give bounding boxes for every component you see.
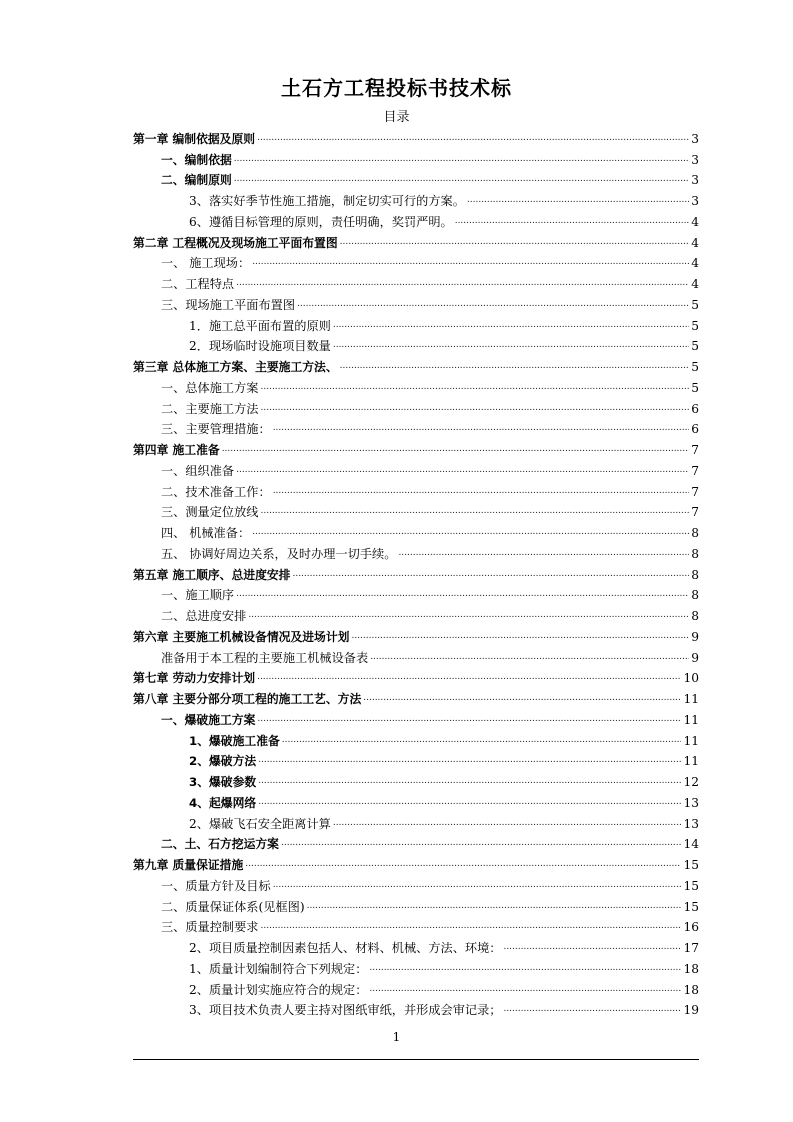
toc-entry-page: 15: [683, 858, 699, 872]
toc-entry-page: 11: [683, 712, 699, 727]
toc-entry-title: 一、组织准备: [161, 463, 235, 478]
toc-entry-title: 一、总体施工方案: [161, 380, 259, 395]
toc-entry-title: 1、质量计划编制符合下列规定：: [189, 961, 368, 976]
toc-leader-dots: [292, 568, 689, 580]
toc-entry-title: 3、落实好季节性施工措施，制定切实可行的方案。: [189, 194, 465, 208]
toc-leader-dots: [351, 630, 689, 642]
toc-entry[interactable]: [133, 230, 699, 251]
toc-entry-page: 8: [691, 567, 699, 582]
toc-entry-page: 18: [683, 982, 699, 997]
toc-entry-title: 三、测量定位放线: [161, 505, 259, 520]
toc-entry[interactable]: [133, 168, 699, 189]
toc-entry-page: 15: [683, 899, 699, 914]
toc-leader-dots: [340, 360, 690, 372]
page-number: 1: [392, 1030, 401, 1044]
toc-leader-dots: [257, 132, 689, 144]
toc-entry-title: 四、 机械准备：: [161, 526, 251, 540]
toc-leader-dots: [333, 319, 689, 331]
toc-entry-page: 9: [691, 629, 699, 644]
toc-entry-title: 第一章 编制依据及原则: [133, 131, 256, 146]
toc-entry-title: 第二章 工程概况及现场施工平面布置图: [133, 235, 338, 250]
toc-entry[interactable]: [133, 915, 699, 936]
toc-entry-title: 2、项目质量控制因素包括人、材料、机械、方法、环境：: [189, 941, 502, 955]
toc-leader-dots: [248, 609, 689, 621]
toc-entry[interactable]: [133, 251, 699, 272]
toc-entry-title: 三、主要管理措施：: [161, 422, 271, 437]
toc-leader-dots: [273, 485, 690, 497]
toc-entry-page: 19: [683, 1003, 699, 1018]
toc-entry-title: 三、质量控制要求: [161, 920, 259, 935]
toc-entry[interactable]: [133, 956, 699, 977]
toc-entry-title: 第九章 质量保证措施: [133, 858, 244, 872]
toc-entry-title: 2、质量计划实施应符合的规定：: [189, 982, 368, 997]
toc-leader-dots: [398, 547, 689, 559]
toc-entry-title: 二、主要施工方法: [161, 401, 259, 416]
toc-leader-dots: [503, 1003, 681, 1015]
toc-entry[interactable]: [133, 998, 699, 1019]
toc-entry[interactable]: [133, 334, 699, 355]
toc-entry-page: 4: [691, 214, 699, 229]
toc-entry[interactable]: [133, 147, 699, 168]
toc-entry-page: 7: [691, 463, 699, 478]
toc-leader-dots: [281, 837, 682, 849]
toc-entry[interactable]: [133, 396, 699, 417]
toc-entry[interactable]: [133, 541, 699, 562]
toc-leader-dots: [455, 215, 690, 227]
toc-entry-page: 6: [691, 422, 699, 437]
toc-entry[interactable]: [133, 354, 699, 375]
toc-entry[interactable]: [133, 832, 699, 853]
toc-leader-dots: [234, 173, 689, 185]
toc-entry-page: 8: [691, 588, 699, 603]
toc-entry-title: 一、质量方针及目标: [161, 878, 271, 893]
toc-entry-title: 二、工程特点: [161, 277, 235, 291]
toc-entry[interactable]: [133, 749, 699, 770]
toc-entry[interactable]: [133, 790, 699, 811]
toc-entry-page: 3: [691, 194, 699, 208]
toc-entry-title: 第八章 主要分部分项工程的施工工艺、方法: [133, 692, 362, 706]
toc-entry-title: 6、遵循目标管理的原则，责任明确，奖罚严明。: [189, 214, 453, 229]
toc-entry-page: 6: [691, 401, 699, 416]
toc-entry-page: 3: [691, 173, 699, 188]
toc-entry[interactable]: [133, 271, 699, 292]
toc-entry-page: 15: [683, 878, 699, 893]
toc-entry-page: 13: [683, 795, 699, 810]
toc-entry-page: 17: [683, 941, 699, 955]
toc-leader-dots: [257, 713, 681, 725]
toc-leader-dots: [258, 754, 681, 766]
toc-leader-dots: [307, 900, 682, 912]
toc-entry[interactable]: [133, 852, 699, 873]
toc-entry-title: 二、总进度安排: [161, 609, 247, 623]
toc-entry-page: 11: [683, 692, 699, 706]
toc-entry-page: 3: [691, 152, 699, 167]
toc-entry-title: 3、项目技术负责人要主持对图纸审纸，并形成会审记录；: [189, 1003, 502, 1018]
toc-entry[interactable]: [133, 313, 699, 334]
toc-entry-title: 三、现场施工平面布置图: [161, 297, 296, 312]
table-of-contents: [133, 126, 699, 1018]
toc-entry-title: 3、爆破参数: [189, 775, 257, 789]
toc-entry-title: 2、爆破方法: [189, 754, 257, 769]
toc-entry[interactable]: [133, 583, 699, 604]
toc-entry[interactable]: [133, 977, 699, 998]
toc-entry-page: 3: [691, 131, 699, 146]
toc-leader-dots: [257, 671, 681, 683]
toc-entry-page: 8: [691, 526, 699, 540]
toc-entry-page: 4: [691, 256, 699, 271]
toc-entry-title: 一、施工顺序: [161, 588, 235, 603]
toc-entry-title: 4、起爆网络: [189, 795, 257, 810]
toc-entry[interactable]: [133, 209, 699, 230]
toc-leader-dots: [245, 858, 681, 870]
document-title: 土石方工程投标书技术标: [281, 76, 512, 100]
toc-leader-dots: [261, 402, 690, 414]
toc-leader-dots: [258, 796, 681, 808]
toc-entry[interactable]: [133, 811, 699, 832]
toc-entry-page: 7: [691, 443, 699, 457]
toc-entry[interactable]: [133, 873, 699, 894]
toc-leader-dots: [369, 983, 681, 995]
toc-leader-dots: [261, 381, 690, 393]
toc-leader-dots: [282, 734, 682, 746]
toc-leader-dots: [273, 422, 690, 434]
toc-entry-page: 4: [691, 235, 699, 250]
toc-entry-title: 一、编制依据: [161, 152, 232, 167]
toc-entry[interactable]: [133, 624, 699, 645]
toc-entry-page: 18: [683, 961, 699, 976]
toc-leader-dots: [261, 920, 682, 932]
toc-entry[interactable]: [133, 894, 699, 915]
toc-entry-page: 8: [691, 609, 699, 623]
toc-leader-dots: [258, 775, 681, 787]
toc-leader-dots: [273, 879, 682, 891]
toc-leader-dots: [340, 236, 690, 248]
toc-entry-page: 11: [683, 733, 699, 748]
toc-entry-page: 9: [691, 650, 699, 665]
toc-leader-dots: [467, 194, 689, 206]
toc-entry-page: 14: [683, 837, 699, 852]
toc-leader-dots: [222, 443, 690, 455]
toc-entry[interactable]: [133, 375, 699, 396]
toc-leader-dots: [333, 817, 682, 829]
toc-entry[interactable]: [133, 292, 699, 313]
toc-entry[interactable]: [133, 935, 699, 956]
toc-leader-dots: [503, 941, 681, 953]
toc-leader-dots: [236, 277, 689, 289]
toc-entry[interactable]: [133, 686, 699, 707]
toc-entry[interactable]: [133, 437, 699, 458]
toc-entry-title: 二、土、石方挖运方案: [161, 837, 279, 852]
toc-entry-page: 10: [683, 671, 699, 686]
toc-entry-page: 5: [691, 318, 699, 333]
toc-entry-title: 第六章 主要施工机械设备情况及进场计划: [133, 629, 350, 644]
toc-leader-dots: [261, 505, 690, 517]
toc-entry-title: 二、质量保证体系(见框图): [161, 899, 305, 914]
toc-entry-page: 12: [683, 775, 699, 789]
toc-entry-page: 11: [683, 754, 699, 769]
toc-entry-title: 第五章 施工顺序、总进度安排: [133, 567, 291, 582]
toc-leader-dots: [370, 651, 689, 663]
toc-leader-dots: [252, 526, 689, 538]
toc-entry[interactable]: [133, 188, 699, 209]
toc-leader-dots: [236, 464, 689, 476]
toc-entry-title: 二、技术准备工作：: [161, 484, 271, 499]
toc-entry[interactable]: [133, 417, 699, 438]
toc-entry[interactable]: [133, 126, 699, 147]
toc-leader-dots: [333, 339, 689, 351]
toc-entry-title: 一、爆破施工方案: [161, 712, 256, 727]
toc-entry-title: 五、 协调好周边关系，及时办理一切手续。: [161, 546, 397, 561]
toc-entry-title: 第七章 劳动力安排计划: [133, 671, 256, 686]
toc-entry[interactable]: [133, 479, 699, 500]
toc-entry[interactable]: [133, 562, 699, 583]
toc-leader-dots: [369, 962, 681, 974]
toc-entry-page: 16: [683, 920, 699, 935]
toc-leader-dots: [252, 256, 689, 268]
footer-divider: [133, 1059, 699, 1060]
toc-leader-dots: [297, 298, 689, 310]
toc-entry-title: 2．现场临时设施项目数量: [189, 339, 331, 354]
toc-entry-title: 1、爆破施工准备: [189, 733, 280, 748]
toc-entry-page: 5: [691, 360, 699, 374]
toc-entry-page: 13: [683, 816, 699, 831]
toc-entry-page: 5: [691, 380, 699, 395]
toc-entry-page: 4: [691, 277, 699, 291]
toc-leader-dots: [363, 692, 681, 704]
toc-entry-page: 5: [691, 339, 699, 354]
toc-entry[interactable]: [133, 500, 699, 521]
toc-entry[interactable]: [133, 603, 699, 624]
toc-entry[interactable]: [133, 458, 699, 479]
toc-entry[interactable]: [133, 666, 699, 687]
toc-leader-dots: [234, 153, 689, 165]
toc-heading: 目录: [383, 110, 410, 125]
toc-entry-title: 准备用于本工程的主要施工机械设备表: [161, 650, 369, 665]
toc-entry[interactable]: [133, 707, 699, 728]
toc-entry-page: 7: [691, 484, 699, 499]
toc-entry[interactable]: [133, 520, 699, 541]
toc-entry-page: 5: [691, 297, 699, 312]
toc-entry-title: 第三章 总体施工方案、主要施工方法、: [133, 360, 338, 374]
toc-entry-page: 8: [691, 546, 699, 561]
toc-entry-title: 一、 施工现场：: [161, 256, 251, 271]
toc-entry[interactable]: [133, 645, 699, 666]
toc-entry[interactable]: [133, 728, 699, 749]
toc-entry-title: 1．施工总平面布置的原则: [189, 318, 331, 333]
toc-entry-title: 2、爆破飞石安全距离计算: [189, 816, 331, 831]
toc-entry-title: 二、编制原则: [161, 173, 232, 188]
toc-entry[interactable]: [133, 769, 699, 790]
toc-entry-page: 7: [691, 505, 699, 520]
toc-leader-dots: [236, 588, 689, 600]
toc-entry-title: 第四章 施工准备: [133, 443, 220, 457]
